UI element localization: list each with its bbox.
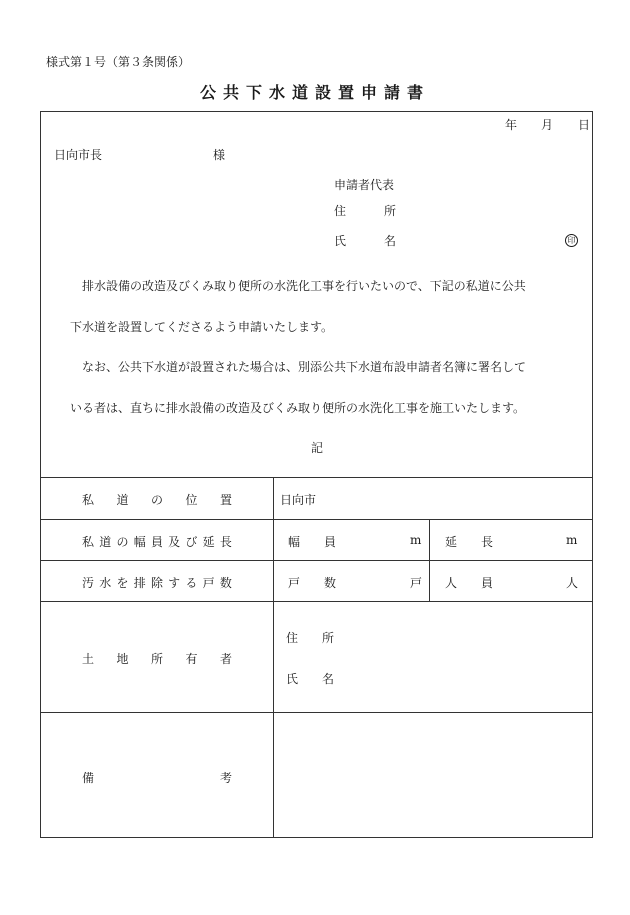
- ki-marker: 記: [311, 441, 324, 455]
- label-char: 地: [116, 652, 129, 666]
- label-char: る: [185, 576, 198, 590]
- label-char: 数: [323, 576, 336, 590]
- row-location-label: [82, 491, 232, 508]
- label-char: 戸: [288, 576, 301, 590]
- label-char: 人: [445, 576, 458, 590]
- document-title: 公共下水道設置申請書: [199, 83, 430, 102]
- length-unit: m: [566, 533, 578, 547]
- row-width-label: [82, 533, 232, 550]
- label-char: 水: [99, 576, 112, 590]
- row-rule-3: [40, 601, 593, 602]
- applicant-address-label: [334, 202, 396, 219]
- body-para2-line2: いる者は、直ちに排水設備の改造及びくみ取り便所の水洗化工事を施工いたします。: [70, 401, 526, 415]
- count-unit: 戸: [410, 576, 423, 590]
- label-char: び: [185, 535, 198, 549]
- label-char: 戸: [202, 576, 215, 590]
- label-char: 道: [116, 493, 129, 507]
- date-year: 年: [505, 118, 518, 132]
- owner-address-label: [286, 629, 334, 646]
- width-unit: m: [410, 533, 422, 547]
- label-char: 幅: [288, 535, 301, 549]
- label-char: 数: [219, 576, 232, 590]
- count-field-label: [288, 574, 336, 591]
- label-char: 有: [185, 652, 198, 666]
- label-char: 考: [219, 771, 232, 785]
- row-remarks-label: [82, 769, 232, 786]
- row-households-label: [82, 574, 232, 591]
- row-rule-2: [40, 560, 593, 561]
- label-char: 私: [82, 493, 95, 507]
- row-rule-1: [40, 519, 593, 520]
- label-char: の: [116, 535, 129, 549]
- label-char: 備: [82, 771, 95, 785]
- table-top-rule: [40, 477, 593, 478]
- label-char: 氏: [334, 234, 347, 248]
- row-location-value: 日向市: [280, 493, 317, 507]
- label-char: 所: [383, 204, 396, 218]
- label-char: 私: [82, 535, 95, 549]
- label-char: 置: [219, 493, 232, 507]
- date-day: 日: [578, 118, 591, 132]
- label-char: 所: [150, 652, 163, 666]
- addressee-honorific: 様: [213, 148, 226, 162]
- body-para2-line1: なお、公共下水道が設置された場合は、別添公共下水道布設申請者名簿に署名して: [82, 360, 527, 374]
- label-char: 除: [150, 576, 163, 590]
- label-char: 延: [202, 535, 215, 549]
- body-para1-line1: 排水設備の改造及びくみ取り便所の水洗化工事を行いたいので、下記の私道に公共: [82, 279, 526, 293]
- label-char: 道: [99, 535, 112, 549]
- label-char: を: [116, 576, 129, 590]
- label-column-rule: [273, 477, 274, 838]
- label-char: 長: [480, 535, 493, 549]
- row-rule-4: [40, 712, 593, 713]
- label-char: 幅: [133, 535, 146, 549]
- addressee-name: 日向市長: [54, 148, 103, 162]
- label-char: 土: [82, 652, 95, 666]
- label-char: 名: [383, 234, 396, 248]
- label-char: 位: [185, 493, 198, 507]
- label-char: 所: [321, 631, 334, 645]
- label-char: 員: [323, 535, 336, 549]
- form-number-label: 様式第１号（第３条関係）: [46, 55, 191, 69]
- label-char: の: [150, 493, 163, 507]
- label-char: 員: [150, 535, 163, 549]
- label-char: 及: [168, 535, 181, 549]
- label-char: 員: [480, 576, 493, 590]
- applicant-heading: 申請者代表: [334, 178, 395, 192]
- label-char: 名: [321, 672, 334, 686]
- label-char: 者: [219, 652, 232, 666]
- label-char: 氏: [286, 672, 299, 686]
- date-month: 月: [541, 118, 554, 132]
- label-char: 延: [445, 535, 458, 549]
- applicant-name-label: [334, 232, 396, 249]
- width-field-label: [288, 533, 336, 550]
- form-frame: [40, 111, 593, 838]
- split-column-rule: [429, 519, 430, 601]
- label-char: 排: [133, 576, 146, 590]
- body-para1-line2: 下水道を設置してくださるよう申請いたします。: [70, 320, 334, 334]
- persons-unit: 人: [566, 576, 579, 590]
- seal-mark-icon: [565, 232, 578, 247]
- row-owner-label: [82, 650, 232, 667]
- length-field-label: [445, 533, 493, 550]
- label-char: す: [168, 576, 181, 590]
- label-char: 汚: [82, 576, 95, 590]
- label-char: 長: [219, 535, 232, 549]
- owner-name-label: [286, 670, 334, 687]
- seal-char: 印: [565, 234, 578, 247]
- persons-field-label: [445, 574, 493, 591]
- label-char: 住: [334, 204, 347, 218]
- label-char: 住: [286, 631, 299, 645]
